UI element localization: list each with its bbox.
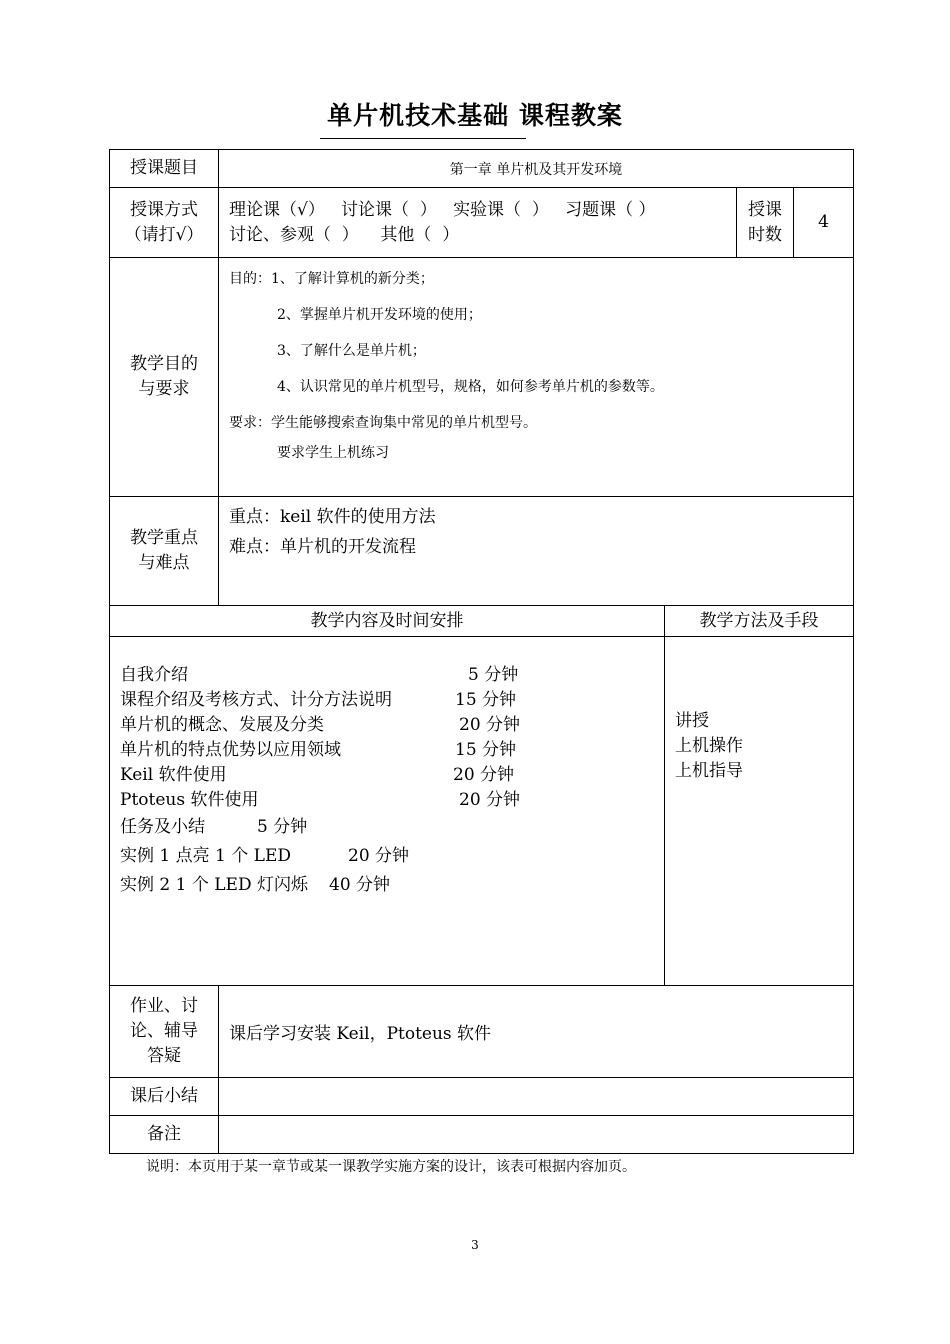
objectives-label-line1: 教学目的 (130, 354, 198, 374)
requirement-line: 要求：学生能够搜索查询集中常见的单片机型号。 (229, 415, 537, 431)
topic-row (110, 150, 854, 188)
schedule-item-name: 单片机的特点优势以应用领域 (120, 740, 341, 760)
schedule-item-name: 自我介绍 (120, 665, 188, 685)
key-points-label-line1: 教学重点 (130, 528, 198, 548)
method-item: 讲授 (675, 711, 709, 731)
key-points-row (110, 497, 854, 606)
schedule-row (110, 637, 854, 986)
schedule-item (120, 713, 664, 738)
footnote: 说明：本页用于某一章节或某一课教学实施方案的设计，该表可根据内容加页。 (146, 1159, 636, 1175)
key-points-content (219, 497, 854, 606)
page-number: 3 (471, 1238, 479, 1252)
mode-label (110, 188, 219, 258)
lesson-plan-table (109, 149, 854, 1154)
mode-row (110, 188, 854, 258)
objectives-label-line2: 与要求 (138, 379, 190, 399)
objective-line: 2、掌握单片机开发环境的使用； (277, 307, 482, 323)
key-points-label (110, 497, 219, 606)
schedule-item-time: 15 分钟 (455, 690, 517, 710)
objectives-label (110, 258, 219, 497)
key-point-text: 重点：keil 软件的使用方法 (229, 507, 436, 527)
schedule-item (120, 763, 664, 788)
homework-value: 课后学习安装 Keil，Ptoteus 软件 (219, 986, 854, 1078)
page-title: 单片机技术基础 课程教案 (327, 101, 623, 130)
methods-content (665, 637, 854, 986)
objective-line: 目的：1、了解计算机的新分类； (229, 271, 434, 287)
objectives-content (219, 258, 854, 497)
requirement-line: 要求学生上机练习 (277, 445, 389, 461)
schedule-item (120, 871, 664, 900)
topic-label: 授课题目 (110, 150, 219, 188)
schedule-item (120, 788, 664, 813)
schedule-item-time: 20 分钟 (459, 715, 521, 735)
homework-label-line3: 答疑 (147, 1046, 181, 1066)
schedule-item (120, 688, 664, 713)
schedule-item-time: 5 分钟 (468, 665, 519, 685)
remarks-row (110, 1116, 854, 1154)
remarks-label: 备注 (110, 1116, 219, 1154)
schedule-item-time: 40 分钟 (329, 875, 391, 895)
schedule-item-time: 15 分钟 (455, 740, 517, 760)
schedule-item-name: Ptoteus 软件使用 (120, 790, 259, 810)
summary-row (110, 1078, 854, 1116)
key-points-label-line2: 与难点 (138, 553, 190, 573)
schedule-item-name: Keil 软件使用 (120, 765, 227, 785)
mode-label-line2: （请打√） (124, 224, 204, 245)
schedule-item-name: 单片机的概念、发展及分类 (120, 715, 324, 735)
summary-value (219, 1078, 854, 1116)
schedule-item (120, 663, 664, 688)
schedule-item (120, 842, 664, 871)
objective-line: 3、了解什么是单片机； (277, 343, 426, 359)
schedule-item-time: 20 分钟 (453, 765, 515, 785)
difficulty-text: 难点：单片机的开发流程 (229, 537, 416, 557)
homework-row (110, 986, 854, 1078)
schedule-item-time: 20 分钟 (348, 846, 410, 866)
schedule-item-name: 课程介绍及考核方式、计分方法说明 (120, 690, 392, 710)
objective-line: 4、认识常见的单片机型号，规格，如何参考单片机的参数等。 (277, 379, 664, 395)
homework-label (110, 986, 219, 1078)
homework-label-line1: 作业、讨 (130, 996, 198, 1016)
schedule-content (110, 637, 665, 986)
schedule-item-time: 20 分钟 (459, 790, 521, 810)
topic-value: 第一章 单片机及其开发环境 (219, 150, 854, 188)
schedule-item-name: 实例 1 点亮 1 个 LED (120, 846, 291, 866)
content-header: 教学内容及时间安排 (110, 606, 665, 637)
hours-value: 4 (794, 188, 854, 258)
schedule-item (120, 738, 664, 763)
mode-options-line2: 讨论、参观（ ） 其他（ ） (229, 224, 460, 245)
title-underline (320, 138, 526, 139)
method-item: 上机操作 (675, 736, 743, 756)
mode-options-line1: 理论课（√） 讨论课（ ） 实验课（ ） 习题课（ ） (229, 199, 656, 220)
schedule-item-time: 5 分钟 (257, 817, 308, 837)
schedule-item-name: 实例 2 1 个 LED 灯闪烁 (120, 875, 308, 895)
objectives-row (110, 258, 854, 497)
summary-label: 课后小结 (110, 1078, 219, 1116)
homework-label-line2: 论、辅导 (130, 1021, 198, 1041)
mode-label-line1: 授课方式 (130, 199, 198, 220)
hours-label (737, 188, 794, 258)
hours-label-line2: 时数 (748, 224, 782, 245)
schedule-item (120, 813, 664, 842)
mode-options (219, 188, 737, 258)
hours-label-line1: 授课 (748, 199, 782, 220)
content-header-row (110, 606, 854, 637)
remarks-value (219, 1116, 854, 1154)
method-item: 上机指导 (675, 761, 743, 781)
schedule-item-name: 任务及小结 (120, 817, 205, 837)
methods-header: 教学方法及手段 (665, 606, 854, 637)
